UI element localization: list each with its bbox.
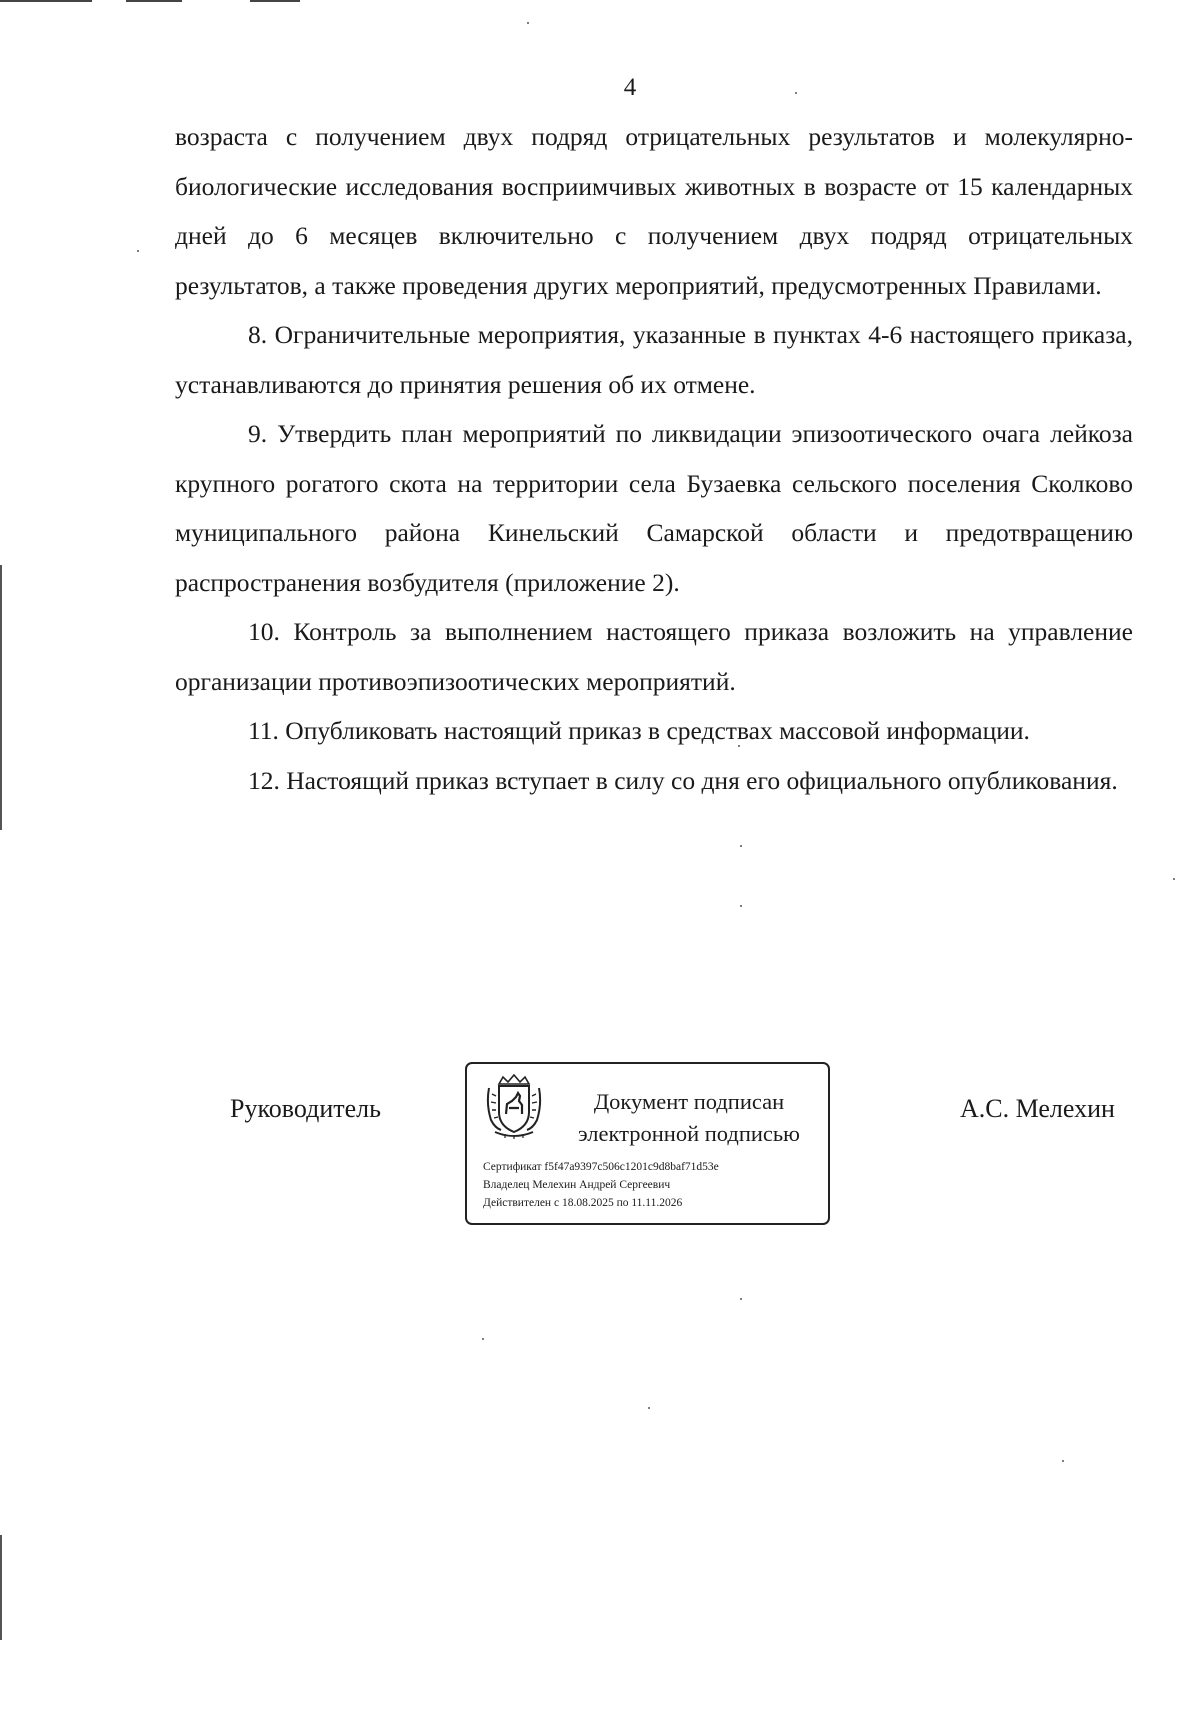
electronic-signature-stamp [465, 1062, 830, 1225]
stamp-certificate: Сертификат f5f47a9397c506c1201c9d8baf71d53e [483, 1161, 719, 1173]
paragraph-continuation: возраста с получением двух подряд отрицательных результатов и молекулярно-биологические исследования восприимчивых животных в возрасте от 15 календарных дней до 6 месяцев включительно с получением двух подряд отрицательных результатов, а также проведения других мероприятий, предусмотренных Правилами. [175, 122, 1133, 300]
scan-artifact-top [126, 0, 182, 2]
stamp-details [483, 1158, 823, 1212]
signer-role: Руководитель [230, 1094, 381, 1123]
scan-speck [740, 845, 742, 847]
scan-artifact-top [250, 0, 300, 2]
scan-speck [482, 1338, 484, 1340]
stamp-title [559, 1086, 819, 1150]
paragraph-item-10: 10. Контроль за выполнением настоящего приказа возложить на управление организации противоэпизоотических мероприятий. [175, 617, 1133, 696]
signer-name: А.С. Мелехин [960, 1094, 1115, 1123]
paragraph-item-8: 8. Ограничительные мероприятия, указанные в пунктах 4-6 настоящего приказа, устанавливаются до принятия решения об их отмене. [175, 320, 1133, 399]
document-body [175, 112, 1133, 805]
scan-speck [740, 1298, 742, 1300]
stamp-title-line: Документ подписан [593, 1089, 785, 1114]
scan-speck [1173, 878, 1175, 880]
stamp-owner: Владелец Мелехин Андрей Сергеевич [483, 1179, 671, 1191]
paragraph-item-9: 9. Утвердить план мероприятий по ликвидации эпизоотического очага лейкоза крупного рогатого скота на территории села Бузаевка сельского поселения Сколково муниципального района Кинельский Самарской области и предотвращению распространения возбудителя (приложение 2). [175, 419, 1133, 597]
scan-speck [527, 22, 529, 24]
scan-speck [648, 1407, 650, 1409]
scan-speck [795, 92, 797, 94]
page-number: 4 [623, 74, 637, 101]
scan-artifact-left [0, 1535, 2, 1640]
scan-speck [1062, 1460, 1064, 1462]
scan-artifact-top [0, 0, 92, 2]
paragraph-item-12: 12. Настоящий приказ вступает в силу со дня его официального опубликования. [248, 765, 1118, 795]
scan-artifact-left [0, 565, 2, 830]
scan-speck [137, 250, 139, 252]
coat-of-arms-icon [485, 1074, 543, 1140]
paragraph-item-11: 11. Опубликовать настоящий приказ в средствах массовой информации. [248, 716, 1030, 745]
stamp-validity: Действителен с 18.08.2025 по 11.11.2026 [483, 1197, 683, 1209]
scan-speck [740, 905, 742, 907]
stamp-title-line: электронной подписью [578, 1121, 800, 1146]
